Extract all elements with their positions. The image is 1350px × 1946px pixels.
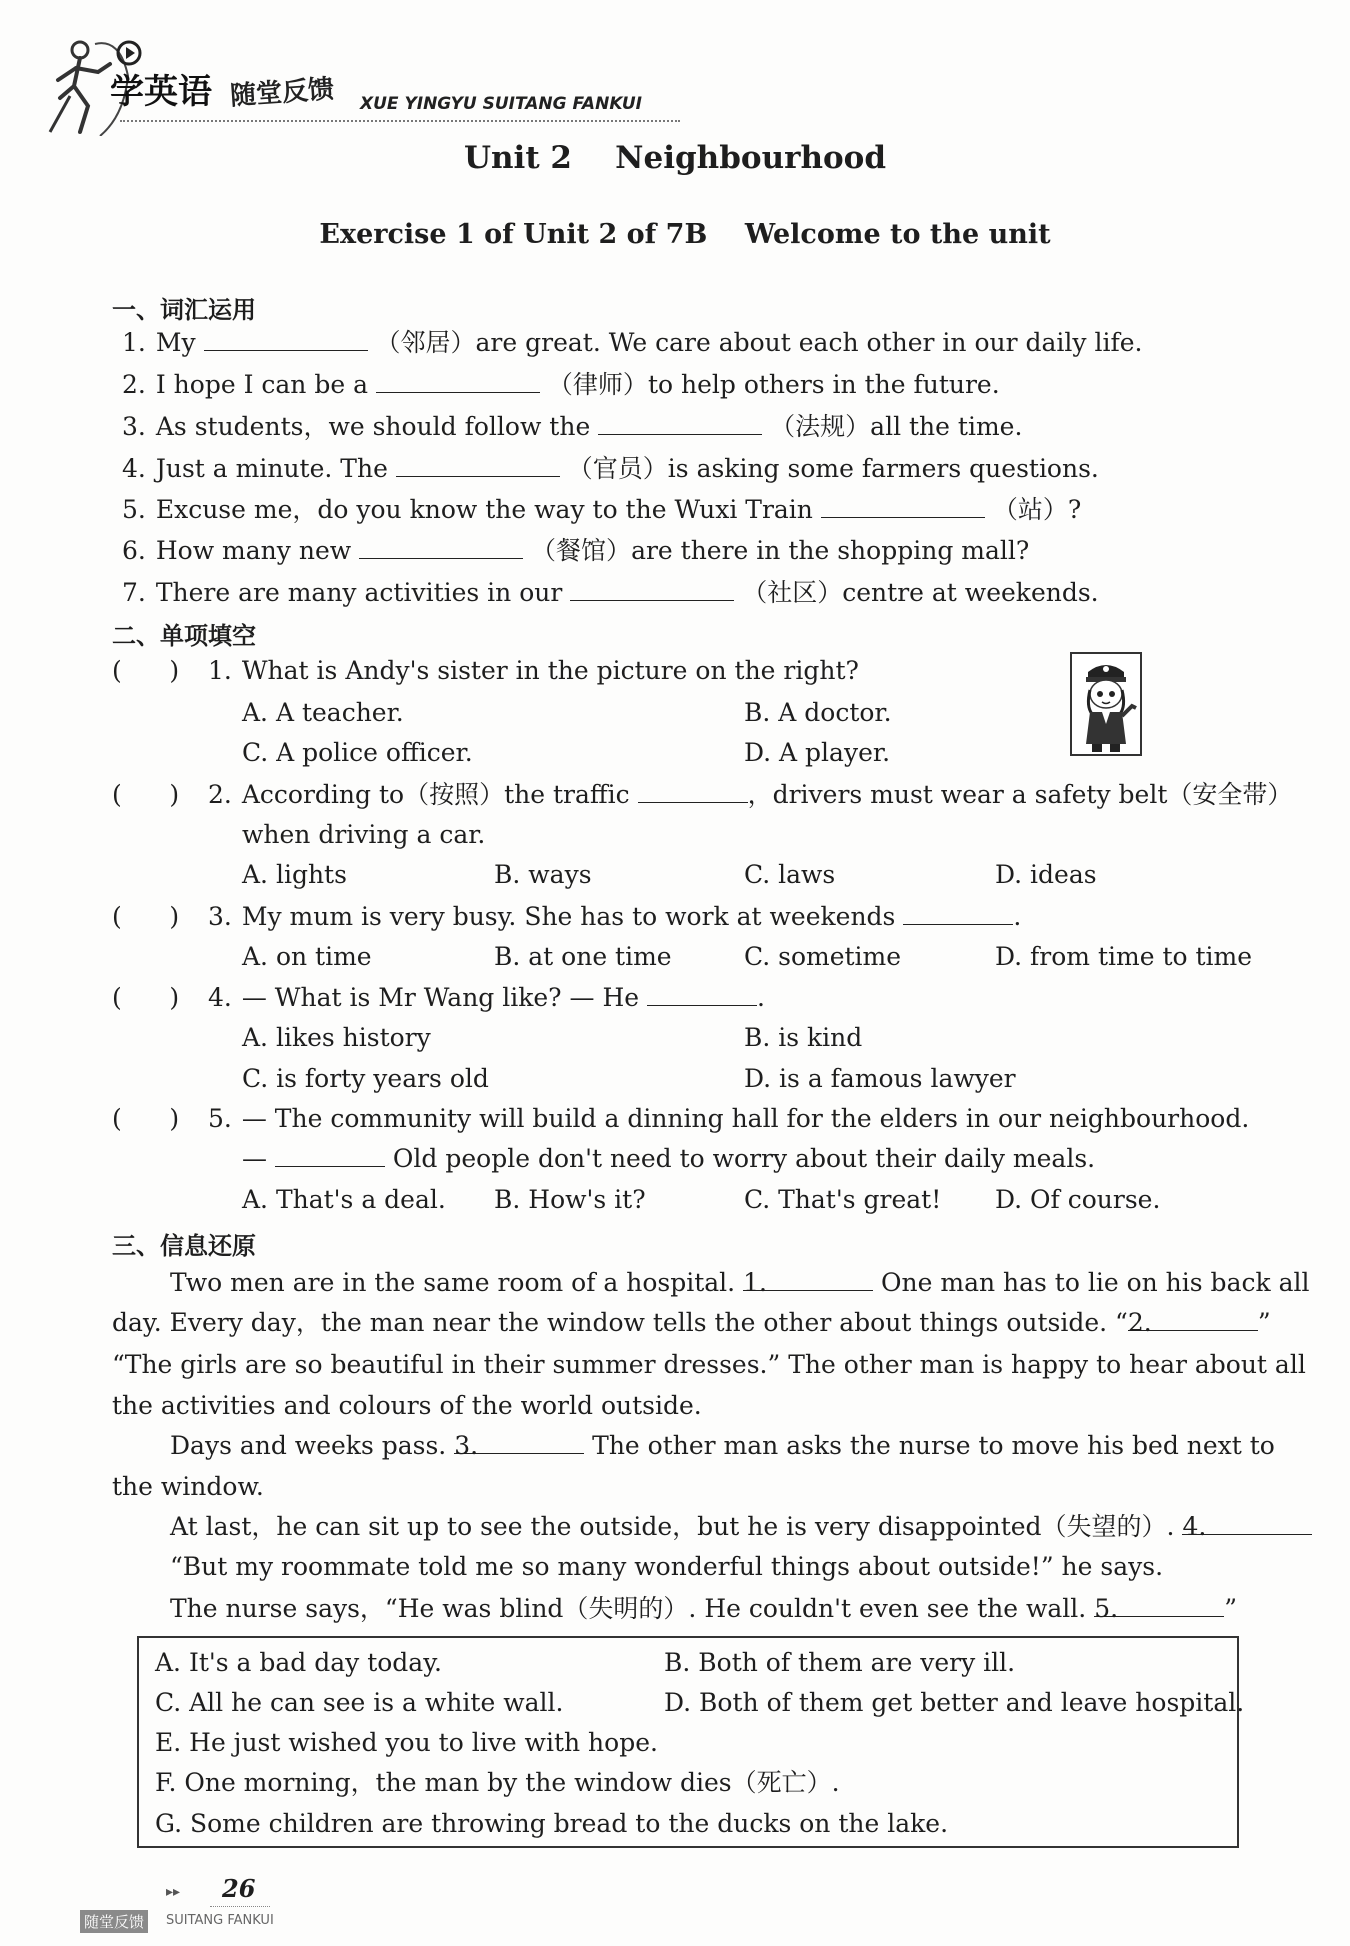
passage-line — [170, 1510, 1312, 1544]
logo-cn: 学英语 — [110, 72, 212, 112]
option-b[interactable]: B. A doctor. — [744, 698, 892, 727]
mc-question-5 — [208, 1102, 1249, 1136]
page-number: 26 — [222, 1874, 256, 1903]
mc-question-3 — [208, 900, 1021, 934]
passage-line — [170, 1266, 1309, 1300]
answer-paren[interactable]: ( ) — [112, 656, 180, 685]
answer-blank[interactable] — [821, 493, 985, 518]
passage-blank-3[interactable] — [454, 1429, 584, 1460]
passage-line: the activities and colours of the world outside. — [112, 1391, 702, 1420]
question-stem: My mum is very busy. She has to work at weekends — [241, 902, 896, 931]
item-number: 3. — [122, 412, 146, 441]
question-stem: — What is Mr Wang like? — He — [241, 983, 640, 1012]
dash: — — [242, 1144, 267, 1173]
police-officer-picture — [1070, 652, 1142, 756]
item-number: 6. — [122, 536, 146, 565]
option-c[interactable]: C. sometime — [744, 942, 902, 971]
item-number: 1. — [122, 328, 146, 357]
choice-d[interactable]: D. Both of them get better and leave hospital. — [664, 1688, 1245, 1717]
section3-heading: 三、信息还原 — [112, 1232, 256, 1260]
logo-en: XUE YINGYU SUITANG FANKUI — [360, 94, 643, 114]
question-number: 1. — [208, 656, 232, 685]
item-text: I hope I can be a — [155, 370, 369, 399]
passage-text: day. Every day，the man near the window tells the other about things outside. “ — [112, 1308, 1128, 1337]
item-text: How many new — [155, 536, 352, 565]
option-d[interactable]: D. is a famous lawyer — [744, 1064, 1016, 1093]
answer-paren[interactable]: ( ) — [112, 902, 180, 931]
section2-heading: 二、单项填空 — [112, 622, 256, 650]
answer-blank[interactable] — [638, 778, 748, 803]
question-stem: According to（按照）the traffic — [241, 780, 630, 809]
question-number: 3. — [208, 902, 232, 931]
item-text: As students，we should follow the — [155, 412, 591, 441]
passage-text: ” — [1257, 1308, 1271, 1337]
passage-line: “The girls are so beautiful in their summer dresses.” The other man is happy to hear about all — [112, 1350, 1306, 1379]
header-logo — [40, 36, 680, 136]
option-a[interactable]: A. A teacher. — [242, 698, 404, 727]
footer-line — [210, 1906, 270, 1907]
footer-cn: 随堂反馈 — [80, 1910, 148, 1933]
option-c[interactable]: C. is forty years old — [242, 1064, 489, 1093]
choice-g[interactable]: G. Some children are throwing bread to the ducks on the lake. — [155, 1809, 949, 1838]
passage-text: One man has to lie on his back all — [881, 1268, 1310, 1297]
chinese-hint: （餐馆） — [531, 536, 632, 565]
vocab-item-4 — [122, 452, 1099, 486]
section1-heading: 一、词汇运用 — [112, 296, 256, 324]
item-number: 2. — [122, 370, 146, 399]
mc-question-1 — [208, 654, 859, 688]
item-text: are great. We care about each other in our daily life. — [475, 328, 1143, 357]
chinese-hint: （律师） — [547, 370, 648, 399]
answer-paren[interactable]: ( ) — [112, 1104, 180, 1133]
question-number: 2. — [208, 780, 232, 809]
item-number: 4. — [122, 454, 146, 483]
mc-question-4 — [208, 981, 765, 1015]
item-text: centre at weekends. — [842, 578, 1099, 607]
passage-text: At last，he can sit up to see the outside，but he is very disappointed（失望的）. — [170, 1512, 1175, 1541]
answer-paren[interactable]: ( ) — [112, 780, 180, 809]
answer-blank[interactable] — [275, 1142, 385, 1167]
answer-blank[interactable] — [570, 576, 734, 601]
choice-c[interactable]: C. All he can see is a white wall. — [155, 1688, 564, 1717]
footer-en: SUITANG FANKUI — [166, 1913, 274, 1928]
option-b[interactable]: B. ways — [494, 860, 592, 889]
blank-number: 4. — [1182, 1512, 1207, 1541]
passage-text: Two men are in the same room of a hospital. — [170, 1268, 736, 1297]
option-d[interactable]: D. A player. — [744, 738, 891, 767]
option-d[interactable]: D. Of course. — [995, 1185, 1161, 1214]
passage-blank-1[interactable] — [743, 1266, 873, 1297]
mc-question-2 — [208, 778, 1292, 812]
chinese-hint: （法规） — [770, 412, 871, 441]
option-a[interactable]: A. lights — [242, 860, 347, 889]
option-a[interactable]: A. on time — [242, 942, 372, 971]
logo-dotted-line — [120, 120, 680, 122]
option-b[interactable]: B. is kind — [744, 1023, 863, 1052]
option-c[interactable]: C. A police officer. — [242, 738, 473, 767]
chinese-hint: （官员） — [567, 454, 668, 483]
item-number: 7. — [122, 578, 146, 607]
blank-number: 2. — [1127, 1308, 1152, 1337]
choice-a[interactable]: A. It's a bad day today. — [155, 1648, 442, 1677]
question-stem: . — [757, 983, 765, 1012]
question-number: 5. — [208, 1104, 232, 1133]
option-c[interactable]: C. That's great! — [744, 1185, 942, 1214]
vocab-item-6 — [122, 534, 1029, 568]
answer-blank[interactable] — [376, 368, 540, 393]
passage-text: Days and weeks pass. — [170, 1431, 447, 1460]
question-stem: ，drivers must wear a safety belt（安全带） — [747, 780, 1293, 809]
answer-blank[interactable] — [903, 900, 1013, 925]
footer-arrow-icon: ▸▸ — [166, 1884, 181, 1900]
item-text: My — [155, 328, 196, 357]
vocab-item-5 — [122, 493, 1081, 527]
passage-line — [112, 1306, 1271, 1340]
choice-e[interactable]: E. He just wished you to live with hope. — [155, 1728, 658, 1757]
blank-number: 1. — [743, 1268, 767, 1297]
blank-number: 5. — [1094, 1594, 1119, 1623]
question-stem: . — [1013, 902, 1022, 931]
chinese-hint: （邻居） — [375, 328, 476, 357]
item-text: Just a minute. The — [155, 454, 388, 483]
item-text: is asking some farmers questions. — [667, 454, 1099, 483]
vocab-item-3 — [122, 410, 1022, 444]
passage-blank-4[interactable] — [1182, 1510, 1312, 1541]
answer-blank[interactable] — [204, 326, 368, 351]
option-b[interactable]: B. at one time — [494, 942, 672, 971]
answer-paren[interactable]: ( ) — [112, 983, 180, 1012]
answer-blank[interactable] — [598, 410, 762, 435]
item-text: all the time. — [870, 412, 1023, 441]
vocab-item-1 — [122, 326, 1142, 360]
option-d[interactable]: D. ideas — [995, 860, 1097, 889]
option-a[interactable]: A. That's a deal. — [242, 1185, 446, 1214]
vocab-item-7 — [122, 576, 1099, 610]
item-number: 5. — [122, 495, 146, 524]
passage-text: The other man asks the nurse to move his bed next to — [592, 1431, 1275, 1460]
question-5-line2 — [242, 1142, 1095, 1176]
answer-blank[interactable] — [359, 534, 523, 559]
answer-blank[interactable] — [647, 981, 757, 1006]
passage-blank-5[interactable] — [1094, 1592, 1224, 1623]
passage-blank-2[interactable] — [1127, 1306, 1258, 1337]
question-stem: What is Andy's sister in the picture on the right? — [241, 656, 859, 685]
choice-b[interactable]: B. Both of them are very ill. — [664, 1648, 1016, 1677]
question-stem: — The community will build a dinning hall for the elders in our neighbourhood. — [241, 1104, 1250, 1133]
item-text: Excuse me，do you know the way to the Wuxi Train — [155, 495, 813, 524]
question-stem: Old people don't need to worry about their daily meals. — [392, 1144, 1096, 1173]
chinese-hint: （社区） — [742, 578, 843, 607]
question-number: 4. — [208, 983, 232, 1012]
page-subtitle: Exercise 1 of Unit 2 of 7B Welcome to the unit — [319, 219, 1051, 250]
item-text: are there in the shopping mall? — [631, 536, 1030, 565]
question-2-line2: when driving a car. — [242, 820, 486, 849]
option-a[interactable]: A. likes history — [242, 1023, 431, 1052]
blank-number: 3. — [454, 1431, 479, 1460]
option-d[interactable]: D. from time to time — [995, 942, 1253, 971]
passage-line — [170, 1592, 1237, 1626]
option-c[interactable]: C. laws — [744, 860, 836, 889]
passage-line — [170, 1429, 1275, 1463]
passage-text: The nurse says，“He was blind（失明的）. He couldn't even see the wall. — [170, 1594, 1087, 1623]
page-title: Unit 2 Neighbourhood — [463, 140, 887, 176]
passage-text: ” — [1224, 1594, 1237, 1623]
vocab-item-2 — [122, 368, 1000, 402]
answer-blank[interactable] — [396, 452, 560, 477]
item-text: There are many activities in our — [155, 578, 563, 607]
play-icon — [116, 40, 142, 66]
item-text: to help others in the future. — [647, 370, 1000, 399]
chinese-hint: （站）? — [992, 495, 1082, 524]
passage-line: the window. — [112, 1472, 264, 1501]
option-b[interactable]: B. How's it? — [494, 1185, 646, 1214]
choice-f[interactable]: F. One morning，the man by the window dies（死亡）. — [155, 1768, 840, 1797]
passage-line: “But my roommate told me so many wonderful things about outside!” he says. — [170, 1552, 1164, 1581]
logo-cn-sub: 随堂反馈 — [229, 74, 336, 112]
